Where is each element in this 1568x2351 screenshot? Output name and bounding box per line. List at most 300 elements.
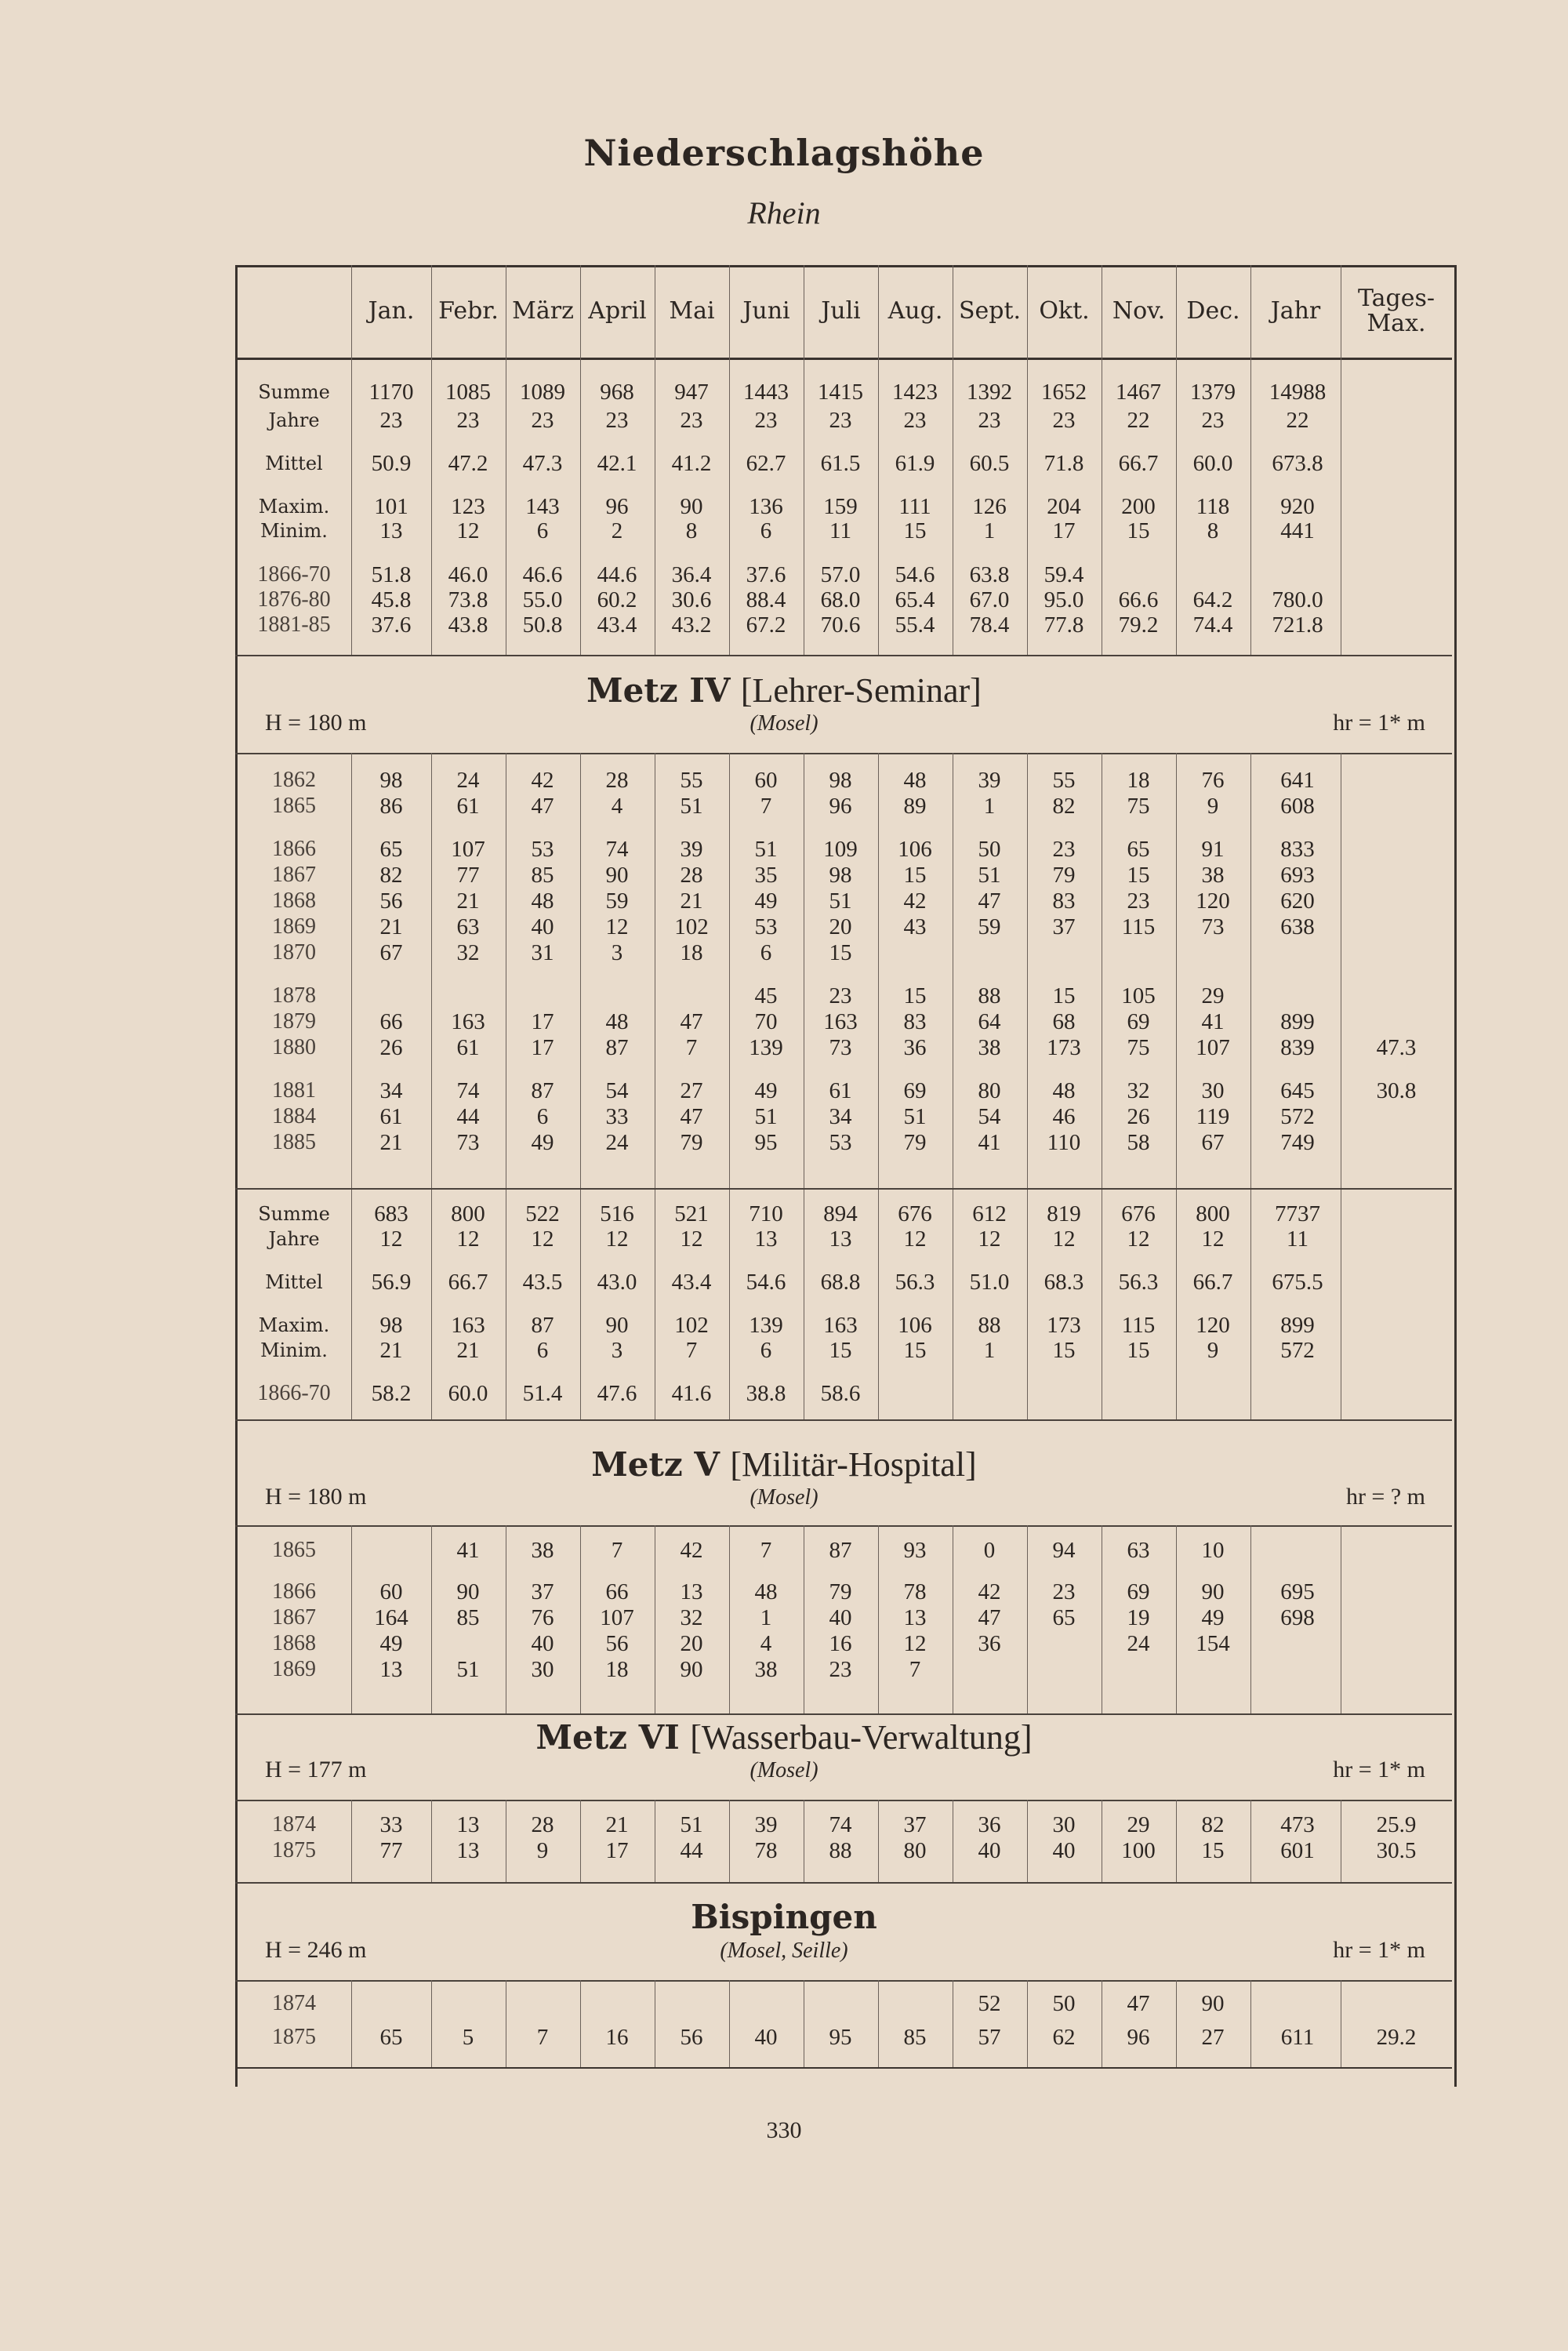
table-cell: 12 (456, 518, 480, 543)
table-cell: 58.2 (371, 1381, 412, 1406)
table-cell: 51.4 (522, 1381, 563, 1406)
table-cell: 819 (1047, 1201, 1081, 1226)
table-cell: 107 (1196, 1035, 1230, 1060)
table-cell: 23 (978, 408, 1001, 433)
row-label: Summe (258, 1203, 330, 1225)
table-cell: 66 (605, 1579, 629, 1604)
table-cell: 36 (903, 1035, 927, 1060)
table-cell: 12 (903, 1226, 927, 1252)
table-cell: 37 (1052, 914, 1076, 939)
table-cell: 894 (823, 1201, 858, 1226)
table-cell: 69 (1127, 1579, 1150, 1604)
table-cell: 473 (1280, 1812, 1315, 1837)
metz-v-height: H = 180 m (265, 1484, 367, 1510)
table-cell: 20 (829, 914, 852, 939)
bispingen-col-divider (351, 1980, 352, 2067)
table-bottom-rule (235, 2067, 1452, 2069)
row-label: 1876-80 (257, 587, 331, 612)
metz-vi-institution: [Wasserbau-Verwaltung] (690, 1718, 1033, 1757)
column-header-row (235, 265, 1452, 360)
table-cell: 50 (978, 837, 1001, 862)
table-cell: 23 (903, 408, 927, 433)
table-cell: 40 (1052, 1838, 1076, 1863)
table-cell: 34 (829, 1104, 852, 1129)
table-cell: 42.1 (597, 451, 637, 476)
table-cell: 15 (903, 518, 927, 543)
table-cell: 13 (680, 1579, 703, 1604)
table-cell: 68.8 (820, 1270, 861, 1295)
table-cell: 65 (379, 837, 403, 862)
table-cell: 13 (754, 1226, 778, 1252)
table-cell: 55.4 (895, 612, 935, 638)
table-cell: 12 (1201, 1226, 1225, 1252)
row-label: 1879 (272, 1009, 316, 1034)
metz-v-title (0, 1444, 1568, 1484)
bispingen-col-divider (580, 1980, 581, 2067)
col-header-jun: Juni (742, 297, 790, 325)
row-label: Summe (258, 381, 330, 403)
table-cell: 87 (829, 1538, 852, 1563)
table-cell: 79 (903, 1130, 927, 1155)
table-cell: 51 (456, 1657, 480, 1682)
table-cell: 118 (1196, 494, 1230, 519)
table-cell: 95 (754, 1130, 778, 1155)
table-cell: 56.3 (1118, 1270, 1159, 1295)
table-cell: 77 (379, 1838, 403, 1863)
table-cell: 60.0 (1192, 451, 1233, 476)
table-cell: 54.6 (746, 1270, 786, 1295)
table-cell: 95.0 (1044, 587, 1084, 612)
bispingen-river: (Mosel, Seille) (720, 1939, 848, 1963)
table-cell: 15 (1127, 863, 1150, 888)
row-label: Jahre (268, 1228, 320, 1250)
table-cell: 47.3 (1376, 1035, 1417, 1060)
row-label: 1875 (272, 1838, 316, 1862)
table-cell: 6 (536, 1104, 549, 1129)
table-cell: 100 (1121, 1838, 1156, 1863)
table-cell: 47 (531, 794, 554, 819)
table-cell: 15 (829, 1338, 852, 1363)
table-cell: 29 (1127, 1812, 1150, 1837)
row-label: Mittel (265, 452, 323, 474)
table-cell: 2 (611, 518, 623, 543)
table-cell: 85 (531, 863, 554, 888)
metz-v-river: (Mosel) (750, 1485, 818, 1510)
table-cell: 9 (1207, 794, 1219, 819)
table-cell: 21 (379, 1130, 403, 1155)
table-cell: 88.4 (746, 587, 786, 612)
table-cell: 77.8 (1044, 612, 1084, 638)
table-cell: 83 (903, 1009, 927, 1034)
table-cell: 50 (1052, 1991, 1076, 2016)
table-cell: 70.6 (820, 612, 861, 638)
table-cell: 115 (1121, 914, 1156, 939)
table-cell: 15 (1052, 1338, 1076, 1363)
table-cell: 800 (451, 1201, 485, 1226)
table-cell: 25.9 (1376, 1812, 1417, 1837)
metz-v-bottom-rule (235, 1713, 1452, 1715)
table-cell: 54 (978, 1104, 1001, 1129)
table-cell: 51 (829, 888, 852, 914)
table-cell: 110 (1047, 1130, 1081, 1155)
table-cell: 83 (1052, 888, 1076, 914)
table-cell: 42 (531, 768, 554, 793)
table-cell: 65 (379, 2025, 403, 2050)
table-cell: 721.8 (1272, 612, 1323, 638)
table-cell: 1652 (1041, 380, 1087, 405)
table-cell: 40 (754, 2025, 778, 2050)
row-label: 1874 (272, 1812, 316, 1837)
table-cell: 123 (451, 494, 485, 519)
table-cell: 93 (903, 1538, 927, 1563)
table-cell: 30.5 (1376, 1838, 1417, 1863)
table-cell: 31 (531, 940, 554, 965)
table-cell: 29 (1201, 983, 1225, 1008)
table-cell: 94 (1052, 1538, 1076, 1563)
table-cell: 143 (525, 494, 560, 519)
table-cell: 49 (754, 888, 778, 914)
table-cell: 67 (379, 940, 403, 965)
table-cell: 22 (1127, 408, 1150, 433)
table-cell: 163 (451, 1313, 485, 1338)
table-cell: 23 (456, 408, 480, 433)
table-cell: 60.2 (597, 587, 637, 612)
table-cell: 23 (1052, 408, 1076, 433)
col-header-year: Jahr (1270, 297, 1321, 325)
table-cell: 7 (611, 1538, 623, 1563)
table-cell: 61 (456, 794, 480, 819)
col-header-jan: Jan. (368, 297, 415, 325)
table-cell: 41.2 (671, 451, 712, 476)
table-cell: 164 (374, 1605, 408, 1630)
table-cell: 88 (978, 983, 1001, 1008)
metz-v-header-rule (235, 1525, 1452, 1527)
table-cell: 53 (829, 1130, 852, 1155)
row-label: 1865 (272, 794, 316, 818)
table-cell: 49 (531, 1130, 554, 1155)
table-cell: 59 (605, 888, 629, 914)
row-label: 1870 (272, 940, 316, 965)
table-cell: 55.0 (522, 587, 563, 612)
metz-vi-gauge: hr = 1* m (1333, 1757, 1425, 1782)
table-cell: 59.4 (1044, 562, 1084, 587)
table-cell: 1170 (368, 380, 414, 405)
table-cell: 56.9 (371, 1270, 412, 1295)
table-cell: 48 (903, 768, 927, 793)
table-cell: 15 (1127, 518, 1150, 543)
table-cell: 0 (983, 1538, 996, 1563)
table-cell: 48 (531, 888, 554, 914)
table-cell: 8 (1207, 518, 1219, 543)
col-header-mar: März (512, 297, 574, 325)
table-cell: 60.5 (969, 451, 1010, 476)
table-cell: 51.0 (969, 1270, 1010, 1295)
bispingen-col-divider (431, 1980, 432, 2067)
table-cell: 173 (1047, 1035, 1081, 1060)
table-cell: 46.6 (522, 562, 563, 587)
table-cell: 57 (978, 2025, 1001, 2050)
table-cell: 55 (1052, 768, 1076, 793)
table-cell: 62 (1052, 2025, 1076, 2050)
table-cell: 90 (680, 1657, 703, 1682)
metz-iv-station: Metz IV (586, 671, 731, 710)
table-cell: 90 (1201, 1991, 1225, 2016)
table-cell: 23 (754, 408, 778, 433)
table-cell: 62.7 (746, 451, 786, 476)
table-cell: 47 (978, 1605, 1001, 1630)
table-cell: 74 (829, 1812, 852, 1837)
table-cell: 37.6 (371, 612, 412, 638)
row-label: Maxim. (258, 1314, 330, 1336)
table-cell: 833 (1280, 837, 1315, 862)
metz-iv-summary-rule (235, 1188, 1452, 1190)
table-cell: 1423 (892, 380, 938, 405)
table-cell: 37.6 (746, 562, 786, 587)
table-cell: 56 (605, 1631, 629, 1656)
table-cell: 105 (1121, 983, 1156, 1008)
table-cell: 30 (1052, 1812, 1076, 1837)
table-cell: 55 (680, 768, 703, 793)
table-cell: 42 (680, 1538, 703, 1563)
table-cell: 120 (1196, 888, 1230, 914)
col-header-aug: Aug. (887, 297, 943, 325)
table-cell: 39 (680, 837, 703, 862)
table-cell: 1467 (1116, 380, 1161, 405)
bispingen-title (0, 1898, 1568, 1936)
table-cell: 58.6 (820, 1381, 861, 1406)
table-cell: 21 (379, 1338, 403, 1363)
table-cell: 3 (611, 1338, 623, 1363)
table-cell: 79 (829, 1579, 852, 1604)
table-cell: 23 (1201, 408, 1225, 433)
table-cell: 13 (829, 1226, 852, 1252)
metz-iv-header-rule (235, 753, 1452, 754)
table-cell: 47.6 (597, 1381, 637, 1406)
table-cell: 51 (680, 1812, 703, 1837)
table-cell: 19 (1127, 1605, 1150, 1630)
table-cell: 44 (680, 1838, 703, 1863)
table-cell: 38 (978, 1035, 1001, 1060)
table-cell: 23 (1052, 837, 1076, 862)
table-cell: 611 (1280, 2025, 1315, 2050)
row-label: 1866-70 (257, 1381, 331, 1405)
table-cell: 32 (680, 1605, 703, 1630)
table-cell: 13 (456, 1812, 480, 1837)
table-cell: 66.7 (1192, 1270, 1233, 1295)
table-cell: 1085 (445, 380, 491, 405)
table-cell: 12 (1127, 1226, 1150, 1252)
table-cell: 65 (1127, 837, 1150, 862)
table-cell: 5 (462, 2025, 474, 2050)
table-cell: 52 (978, 1991, 1001, 2016)
table-cell: 43.2 (671, 612, 712, 638)
table-cell: 39 (754, 1812, 778, 1837)
table-cell: 36.4 (671, 562, 712, 587)
table-cell: 98 (829, 863, 852, 888)
table-cell: 88 (829, 1838, 852, 1863)
table-cell: 98 (379, 1313, 403, 1338)
table-cell: 13 (903, 1605, 927, 1630)
table-cell: 676 (898, 1201, 932, 1226)
table-cell: 23 (379, 408, 403, 433)
metz-iv-bottom-rule (235, 1419, 1452, 1421)
table-cell: 12 (531, 1226, 554, 1252)
table-cell: 73 (829, 1035, 852, 1060)
table-cell: 44.6 (597, 562, 637, 587)
table-cell: 8 (685, 518, 698, 543)
table-cell: 683 (374, 1201, 408, 1226)
table-cell: 74.4 (1192, 612, 1233, 638)
table-cell: 1 (983, 794, 996, 819)
table-cell: 20 (680, 1631, 703, 1656)
table-cell: 968 (600, 380, 634, 405)
table-cell: 67.2 (746, 612, 786, 638)
table-cell: 120 (1196, 1313, 1230, 1338)
table-cell: 21 (456, 888, 480, 914)
col-header-daily-max: Tages-Max. (1357, 285, 1436, 337)
table-cell: 46.0 (448, 562, 488, 587)
table-cell: 18 (680, 940, 703, 965)
metz-iv-gauge: hr = 1* m (1333, 710, 1425, 736)
table-cell: 38.8 (746, 1381, 786, 1406)
table-cell: 521 (674, 1201, 709, 1226)
table-cell: 6 (536, 518, 549, 543)
table-cell: 33 (605, 1104, 629, 1129)
table-cell: 40 (531, 914, 554, 939)
table-cell: 28 (605, 768, 629, 793)
table-cell: 6 (760, 1338, 772, 1363)
col-header-nov: Nov. (1112, 297, 1166, 325)
table-cell: 56.3 (895, 1270, 935, 1295)
table-cell: 73 (1201, 914, 1225, 939)
table-cell: 12 (605, 914, 629, 939)
table-cell: 920 (1280, 494, 1315, 519)
table-cell: 71.8 (1044, 451, 1084, 476)
table-cell: 101 (374, 494, 408, 519)
table-cell: 51 (903, 1104, 927, 1129)
row-label: 1868 (272, 1631, 316, 1655)
table-cell: 63 (456, 914, 480, 939)
page-number: 330 (766, 2117, 802, 2143)
table-cell: 119 (1196, 1104, 1230, 1129)
table-cell: 40 (829, 1605, 852, 1630)
table-cell: 57.0 (820, 562, 861, 587)
row-label: 1868 (272, 888, 316, 913)
table-cell: 7 (760, 1538, 772, 1563)
table-cell: 61.9 (895, 451, 935, 476)
table-cell: 37 (903, 1812, 927, 1837)
table-cell: 899 (1280, 1313, 1315, 1338)
table-cell: 13 (379, 518, 403, 543)
table-cell: 73 (456, 1130, 480, 1155)
table-cell: 67.0 (969, 587, 1010, 612)
table-cell: 1443 (743, 380, 789, 405)
table-cell: 56 (680, 2025, 703, 2050)
row-label: 1866 (272, 837, 316, 861)
row-label: 1878 (272, 983, 316, 1008)
table-cell: 90 (605, 1313, 629, 1338)
table-cell: 38 (531, 1538, 554, 1563)
table-cell: 109 (823, 837, 858, 862)
table-cell: 154 (1196, 1631, 1230, 1656)
table-cell: 41 (1201, 1009, 1225, 1034)
table-cell: 30.6 (671, 587, 712, 612)
table-cell: 6 (760, 940, 772, 965)
row-label: Jahre (268, 409, 320, 431)
table-cell: 89 (903, 794, 927, 819)
table-cell: 51 (680, 794, 703, 819)
table-cell: 7 (685, 1035, 698, 1060)
table-cell: 13 (379, 1657, 403, 1682)
table-cell: 38 (754, 1657, 778, 1682)
row-label: 1881 (272, 1078, 316, 1103)
table-cell: 43.5 (522, 1270, 563, 1295)
table-cell: 1 (983, 518, 996, 543)
metz-vi-height: H = 177 m (265, 1757, 367, 1782)
table-cell: 1392 (967, 380, 1012, 405)
table-cell: 88 (978, 1313, 1001, 1338)
table-cell: 45.8 (371, 587, 412, 612)
table-cell: 82 (379, 863, 403, 888)
table-cell: 163 (823, 1009, 858, 1034)
table-cell: 68 (1052, 1009, 1076, 1034)
row-label: 1885 (272, 1130, 316, 1154)
table-cell: 749 (1280, 1130, 1315, 1155)
table-cell: 13 (456, 1838, 480, 1863)
table-cell: 28 (680, 863, 703, 888)
row-label: 1874 (272, 1991, 316, 2015)
table-cell: 59 (978, 914, 1001, 939)
table-cell: 1089 (520, 380, 565, 405)
table-cell: 38 (1201, 863, 1225, 888)
table-cell: 79 (680, 1130, 703, 1155)
metz-iv-height: H = 180 m (265, 710, 367, 736)
table-cell: 645 (1280, 1078, 1315, 1103)
row-label: Mittel (265, 1271, 323, 1293)
table-cell: 23 (829, 983, 852, 1008)
table-cell: 26 (379, 1035, 403, 1060)
table-cell: 51 (978, 863, 1001, 888)
table-cell: 675.5 (1272, 1270, 1323, 1295)
table-cell: 17 (605, 1838, 629, 1863)
table-cell: 3 (611, 940, 623, 965)
table-cell: 43.4 (671, 1270, 712, 1295)
table-cell: 48 (1052, 1078, 1076, 1103)
row-label: 1865 (272, 1538, 316, 1562)
table-cell: 46 (1052, 1104, 1076, 1129)
table-cell: 96 (605, 494, 629, 519)
page-subtitle: Rhein (747, 195, 821, 231)
table-cell: 24 (1127, 1631, 1150, 1656)
table-cell: 441 (1280, 518, 1315, 543)
table-cell: 48 (605, 1009, 629, 1034)
table-cell: 75 (1127, 794, 1150, 819)
table-cell: 572 (1280, 1104, 1315, 1129)
rhein-bottom-rule (235, 655, 1452, 656)
table-cell: 676 (1121, 1201, 1156, 1226)
table-cell: 66.7 (448, 1270, 488, 1295)
table-cell: 54 (605, 1078, 629, 1103)
table-cell: 204 (1047, 494, 1081, 519)
table-cell: 85 (456, 1605, 480, 1630)
table-cell: 35 (754, 863, 778, 888)
table-cell: 12 (456, 1226, 480, 1252)
table-cell: 70 (754, 1009, 778, 1034)
table-cell: 95 (829, 2025, 852, 2050)
table-cell: 91 (1201, 837, 1225, 862)
table-cell: 11 (829, 518, 851, 543)
row-label: 1869 (272, 914, 316, 939)
